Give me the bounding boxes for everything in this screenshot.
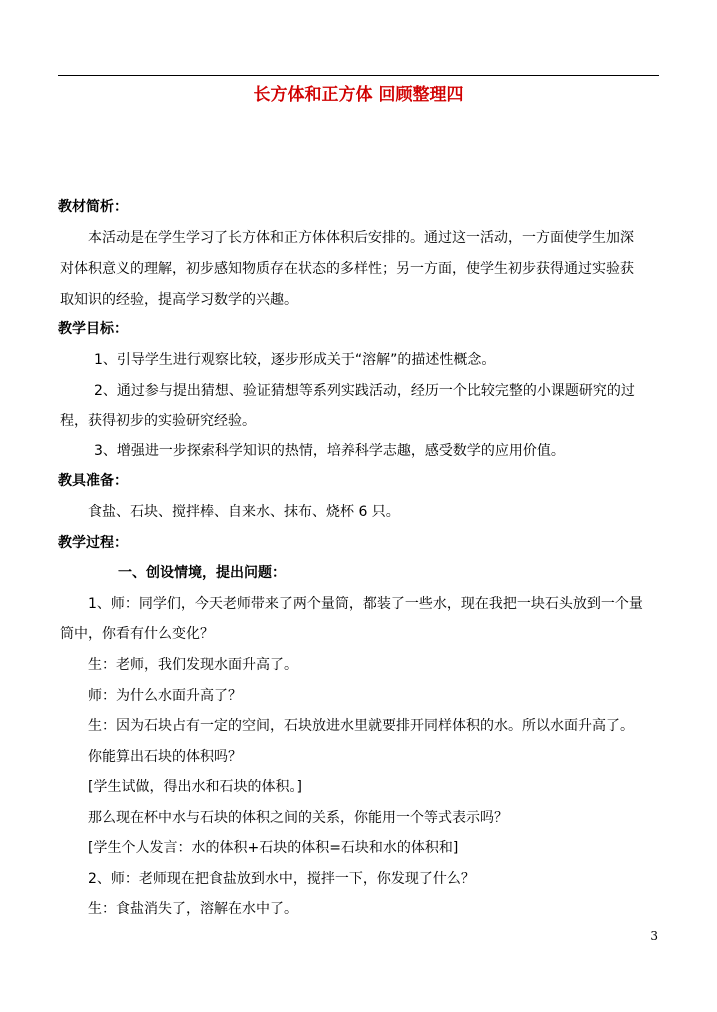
analysis-line: 对体积意义的理解，初步感知物质存在状态的多样性；另一方面，使学生初步获得通过实验获 <box>60 261 634 277</box>
document-title: 长方体和正方体 回顾整理四 <box>253 85 464 105</box>
goal-item: 3、增强进一步探索科学知识的热情，培养科学志趣，感受数学的应用价值。 <box>94 443 565 459</box>
process-line: 筒中，你看有什么变化？ <box>60 626 214 642</box>
goal-item: 1、引导学生进行观察比较，逐步形成关于“溶解”的描述性概念。 <box>94 352 496 368</box>
process-line: 生：老师，我们发现水面升高了。 <box>88 657 298 673</box>
process-heading: 教学过程： <box>58 535 128 551</box>
materials-heading: 教具准备： <box>58 473 128 489</box>
analysis-line: 取知识的经验，提高学习数学的兴趣。 <box>60 292 298 308</box>
materials-line: 食盐、石块、搅拌棒、自来水、抹布、烧杯 6 只。 <box>88 504 400 520</box>
process-subheading: 一、创设情境，提出问题： <box>118 565 286 581</box>
process-line: 生：因为石块占有一定的空间，石块放进水里就要排开同样体积的水。所以水面升高了。 <box>88 718 634 734</box>
process-line: [学生试做，得出水和石块的体积。] <box>88 779 302 795</box>
analysis-heading: 教材简析： <box>58 199 128 215</box>
page-number: 3 <box>650 929 658 943</box>
process-line: 那么现在杯中水与石块的体积之间的关系，你能用一个等式表示吗？ <box>88 810 508 826</box>
goal-item: 2、通过参与提出猜想、验证猜想等系列实践活动，经历一个比较完整的小课题研究的过 <box>94 383 635 399</box>
analysis-line: 本活动是在学生学习了长方体和正方体体积后安排的。通过这一活动，一方面使学生加深 <box>88 230 634 246</box>
process-line: 生：食盐消失了，溶解在水中了。 <box>88 901 298 917</box>
process-line: [学生个人发言：水的体积+石块的体积=石块和水的体积和] <box>88 840 459 856</box>
process-line: 2、师：老师现在把食盐放到水中，搅拌一下，你发现了什么？ <box>88 871 475 887</box>
process-line: 1、师：同学们，今天老师带来了两个量筒，都装了一些水，现在我把一块石头放到一个量 <box>88 596 643 612</box>
goals-heading: 教学目标： <box>58 321 128 337</box>
header-rule <box>58 75 659 76</box>
process-line: 师：为什么水面升高了？ <box>88 688 242 704</box>
process-line: 你能算出石块的体积吗？ <box>88 749 242 765</box>
goal-item: 程，获得初步的实验研究经验。 <box>60 413 256 429</box>
